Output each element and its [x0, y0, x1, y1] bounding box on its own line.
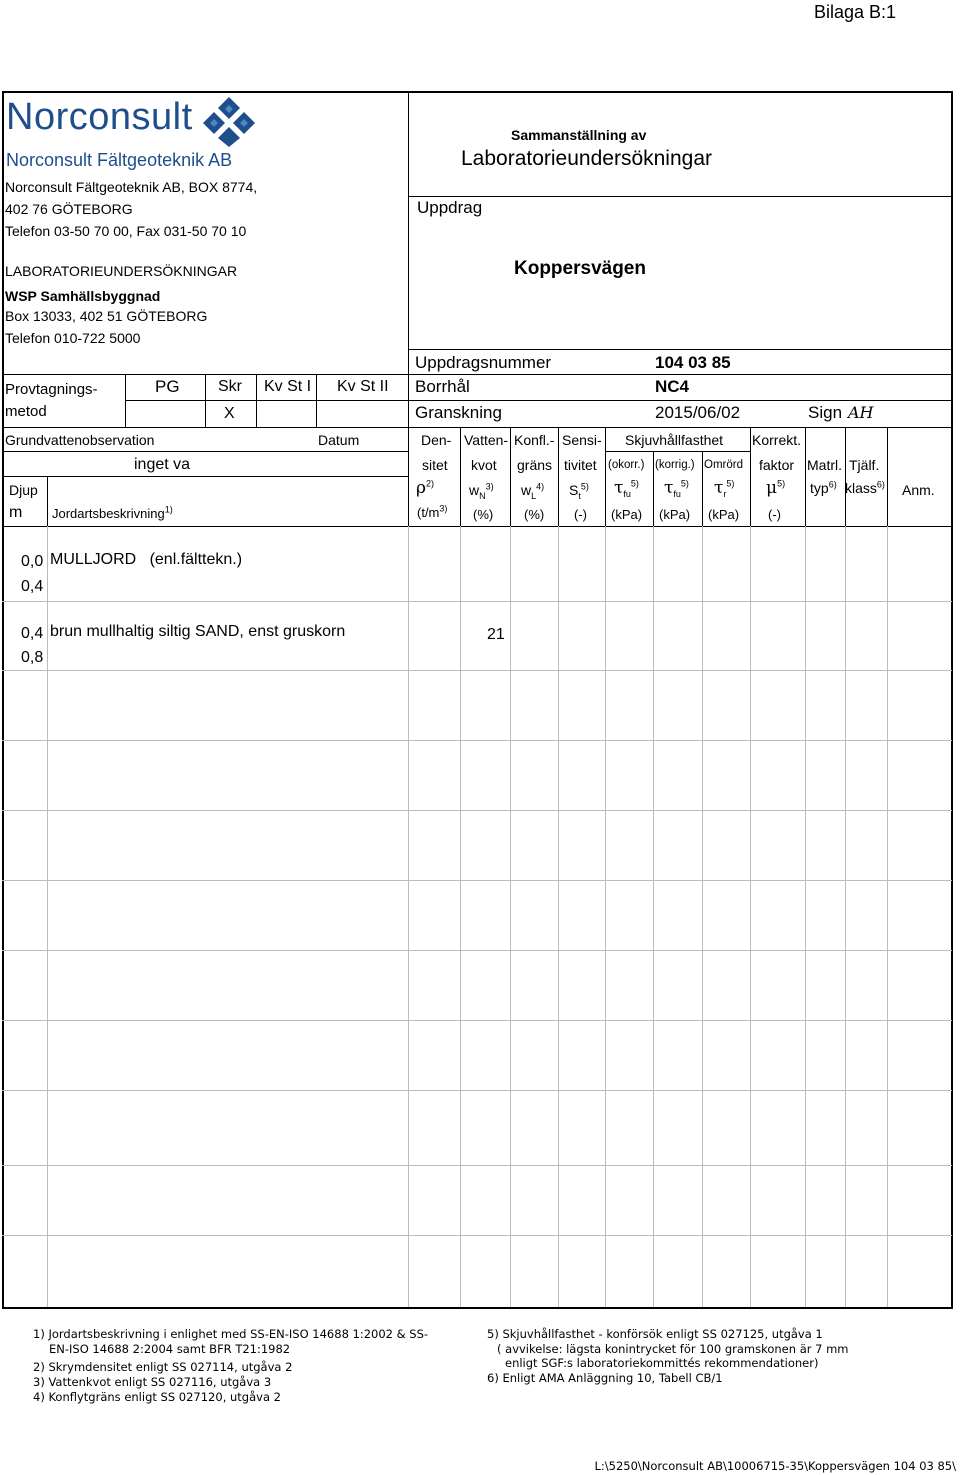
material-header-1: Matrl. — [807, 457, 842, 473]
method-pg: PG — [155, 377, 180, 396]
shear-uncorrected-label: (okorr.) — [608, 459, 645, 471]
assignment-number: 104 03 85 — [655, 353, 731, 372]
soil-description-header: Jordartsbeskrivning$^{1)}$ — [52, 504, 173, 521]
water-header-1: Vatten- — [464, 432, 509, 448]
footnote-5c: enligt SGF:s laboratoriekommittés rekommendationer) — [505, 1356, 819, 1370]
frost-header-2: klass$^{6)}$ — [845, 479, 885, 496]
groundwater-label: Grundvattenobservation — [5, 432, 155, 448]
water-unit: (%) — [473, 507, 494, 522]
liquid-symbol: $w_L^{4)}$ — [521, 481, 545, 501]
material-header-2: typ$^{6)}$ — [810, 479, 837, 496]
sample-depth-from: 0,4 — [21, 625, 44, 642]
shear-unit-3: (kPa) — [708, 507, 740, 522]
sample-depth-from: 0,0 — [21, 553, 44, 570]
company-phone: Telefon 03-50 70 00, Fax 031-50 70 10 — [5, 223, 247, 239]
shear-remolded-label: Omrörd — [704, 459, 743, 471]
depth-unit: m — [9, 504, 23, 521]
density-unit: ($t/m^{3)}$ — [417, 503, 448, 520]
method-skr: Skr — [218, 378, 242, 395]
shear-unit-2: (kPa) — [659, 507, 691, 522]
footnote-5b: ( avvikelse: lägsta konintrycket för 100 gramskonen är 7 mm — [497, 1342, 849, 1356]
method-kv-st-1: Kv St I — [264, 378, 312, 395]
water-header-2: kvot — [471, 457, 497, 473]
density-symbol: $\rho^{2)}$ — [416, 478, 435, 498]
title-line-2: Laboratorieundersökningar — [461, 147, 713, 170]
liquid-header-2: gräns — [517, 457, 553, 473]
sens-header-2: tivitet — [564, 457, 597, 473]
company-unit: Norconsult Fältgeoteknik AB — [6, 150, 233, 170]
sign-label: Sign — [808, 403, 843, 422]
lab-phone: Telefon 010-722 5000 — [5, 330, 141, 346]
density-header-2: sitet — [422, 457, 448, 473]
shear-corrected-symbol: $\tau_{fu}^{5)}$ — [664, 478, 689, 500]
correction-unit: (-) — [768, 507, 781, 522]
borehole-value: NC4 — [655, 377, 690, 396]
borehole-label: Borrhål — [415, 377, 470, 396]
lab-heading: LABORATORIEUNDERSÖKNINGAR — [5, 263, 238, 279]
company-address-1: Norconsult Fältgeoteknik AB, BOX 8774, — [5, 179, 258, 195]
liquid-unit: (%) — [524, 507, 545, 522]
footnote-4: 4) Konflytgräns enligt SS 027120, utgåva 2 — [33, 1390, 281, 1404]
correction-header-2: faktor — [759, 457, 795, 473]
sens-unit: (-) — [574, 507, 587, 522]
sample-depth-to: 0,4 — [21, 578, 44, 595]
review-label: Granskning — [415, 403, 502, 422]
footnote-1a: 1) Jordartsbeskrivning i enlighet med SS-EN-ISO 14688 1:2002 & SS- — [33, 1327, 429, 1341]
shear-unit-1: (kPa) — [611, 507, 643, 522]
lab-name: WSP Samhällsbyggnad — [5, 288, 161, 304]
assignment-number-label: Uppdragsnummer — [415, 353, 552, 372]
sample-depth-to: 0,8 — [21, 649, 44, 666]
review-date: 2015/06/02 — [655, 403, 741, 422]
density-header-1: Den- — [421, 432, 452, 448]
shear-corrected-label: (korrig.) — [655, 459, 695, 471]
logo-diamond-icon — [200, 95, 258, 147]
shear-header: Skjuvhållfasthet — [625, 432, 724, 448]
method-selected-mark: X — [224, 405, 235, 422]
shear-uncorrected-symbol: $\tau_{fu}^{5)}$ — [614, 478, 639, 500]
sens-symbol: $S_t^{5)}$ — [569, 481, 589, 501]
title-line-1: Sammanställning av — [511, 127, 647, 143]
footnote-1b: EN-ISO 14688 2:2004 samt BFR T21:1982 — [49, 1342, 291, 1356]
correction-header-1: Korrekt. — [752, 432, 802, 448]
remark-header: Anm. — [902, 482, 935, 498]
annex-label: Bilaga B:1 — [814, 2, 897, 22]
sens-header-1: Sensi- — [562, 432, 602, 448]
sign-value: AH — [848, 403, 874, 422]
footnote-3: 3) Vattenkvot enligt SS 027116, utgåva 3 — [33, 1375, 272, 1389]
company-address-2: 402 76 GÖTEBORG — [5, 201, 133, 217]
footnote-6: 6) Enligt AMA Anläggning 10, Tabell CB/1 — [487, 1371, 723, 1385]
file-path: L:\5250\Norconsult AB\10006715-35\Koppersvägen 104 03 85\ — [594, 1459, 956, 1473]
sampling-label-1: Provtagnings- — [5, 381, 98, 398]
groundwater-value: inget va — [134, 456, 191, 473]
method-kv-st-2: Kv St II — [337, 378, 389, 395]
sample-description: brun mullhaltig siltig SAND, enst gruskorn — [50, 623, 346, 640]
liquid-header-1: Konfl.- — [514, 432, 555, 448]
sampling-label-2: metod — [5, 403, 47, 420]
assignment-name: Koppersvägen — [514, 258, 646, 279]
correction-symbol: $\mu^{5)}$ — [766, 478, 786, 498]
assignment-label: Uppdrag — [417, 198, 483, 217]
sample-water-content: 21 — [487, 626, 505, 643]
lab-address: Box 13033, 402 51 GÖTEBORG — [5, 308, 208, 324]
footnote-2: 2) Skrymdensitet enligt SS 027114, utgåva 2 — [33, 1360, 293, 1374]
water-symbol: $w_N^{3)}$ — [469, 481, 494, 501]
depth-label: Djup — [9, 482, 38, 498]
frost-header-1: Tjälf. — [849, 457, 880, 473]
sample-description: MULLJORD (enl.fälttekn.) — [50, 551, 243, 568]
logo-wordmark: Norconsult — [6, 96, 193, 138]
groundwater-date-label: Datum — [318, 432, 360, 448]
footnote-5a: 5) Skjuvhållfasthet - konförsök enligt SS 027125, utgåva 1 — [487, 1327, 823, 1341]
shear-remolded-symbol: $\tau_r^{5)}$ — [714, 478, 735, 500]
